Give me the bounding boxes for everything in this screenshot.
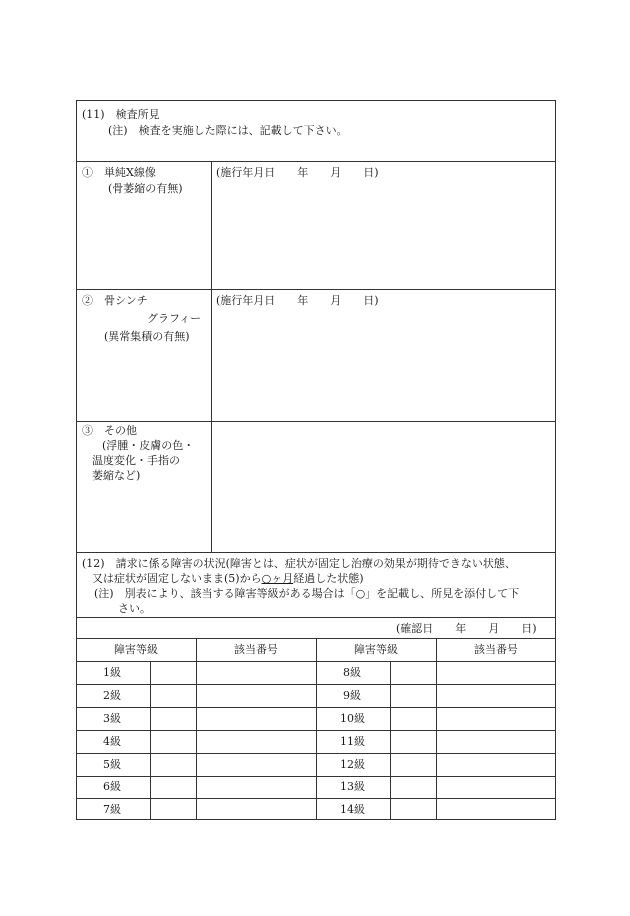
- divider: [76, 289, 556, 290]
- section-12-note-line2: さい。: [118, 602, 151, 615]
- divider: [76, 161, 556, 162]
- item-3-label: ③ その他: [82, 424, 137, 437]
- column-divider: [150, 661, 151, 820]
- grade-label: 4級: [103, 735, 121, 748]
- item-3-sub: 温度変化・手指の: [92, 454, 180, 467]
- grade-label: 14級: [340, 803, 365, 816]
- grade-label: 5級: [103, 758, 121, 771]
- item-3-sub: 萎縮など): [92, 469, 141, 482]
- grade-label: 6級: [103, 780, 121, 793]
- divider: [76, 552, 556, 553]
- section-11-note: (注) 検査を実施した際には、記載して下さい。: [108, 124, 348, 137]
- grade-label: 8級: [343, 666, 361, 679]
- grade-label: 11級: [340, 735, 365, 748]
- item-3-sub: (浮腫・皮膚の色・: [102, 439, 195, 452]
- confirm-date: (確認日 年 月 日): [396, 622, 537, 635]
- item-2-label: ② 骨シンチ: [82, 294, 148, 307]
- grade-label: 7級: [103, 803, 121, 816]
- item-2-sub: グラフィー: [147, 312, 202, 325]
- divider: [76, 421, 556, 422]
- item-1-date: (施行年月日 年 月 日): [216, 166, 379, 179]
- grade-label: 12級: [340, 758, 365, 771]
- grade-header: 障害等級: [354, 643, 398, 656]
- divider: [76, 617, 556, 618]
- grade-label: 2級: [103, 689, 121, 702]
- section-12-note: (注) 別表により、該当する障害等級がある場合は「○」を記載し、所見を添付して下: [94, 587, 520, 600]
- column-divider: [436, 638, 437, 820]
- grade-label: 13級: [340, 780, 365, 793]
- grade-label: 9級: [343, 689, 361, 702]
- grade-header: 障害等級: [114, 643, 158, 656]
- item-2-sub: (異常集積の有無): [104, 330, 190, 343]
- item-2-date: (施行年月日 年 月 日): [216, 294, 379, 307]
- number-header: 該当番号: [474, 643, 518, 656]
- column-divider: [390, 661, 391, 820]
- column-divider: [196, 638, 197, 820]
- item-1-sub: (骨萎縮の有無): [108, 182, 183, 195]
- grade-label: 10級: [340, 712, 365, 725]
- column-divider: [211, 161, 212, 552]
- grade-label: 1級: [103, 666, 121, 679]
- grade-label: 3級: [103, 712, 121, 725]
- column-divider: [316, 638, 317, 820]
- item-1-label: ① 単純X線像: [82, 166, 156, 179]
- number-header: 該当番号: [234, 643, 278, 656]
- section-12-title-line2: 又は症状が固定しないまま(5)から○ヶ月経過した状態): [92, 572, 364, 585]
- section-12-title: (12) 請求に係る障害の状況(障害とは、症状が固定し治療の効果が期待できない状態、: [82, 557, 516, 570]
- section-11-title: (11) 検査所見: [82, 108, 160, 121]
